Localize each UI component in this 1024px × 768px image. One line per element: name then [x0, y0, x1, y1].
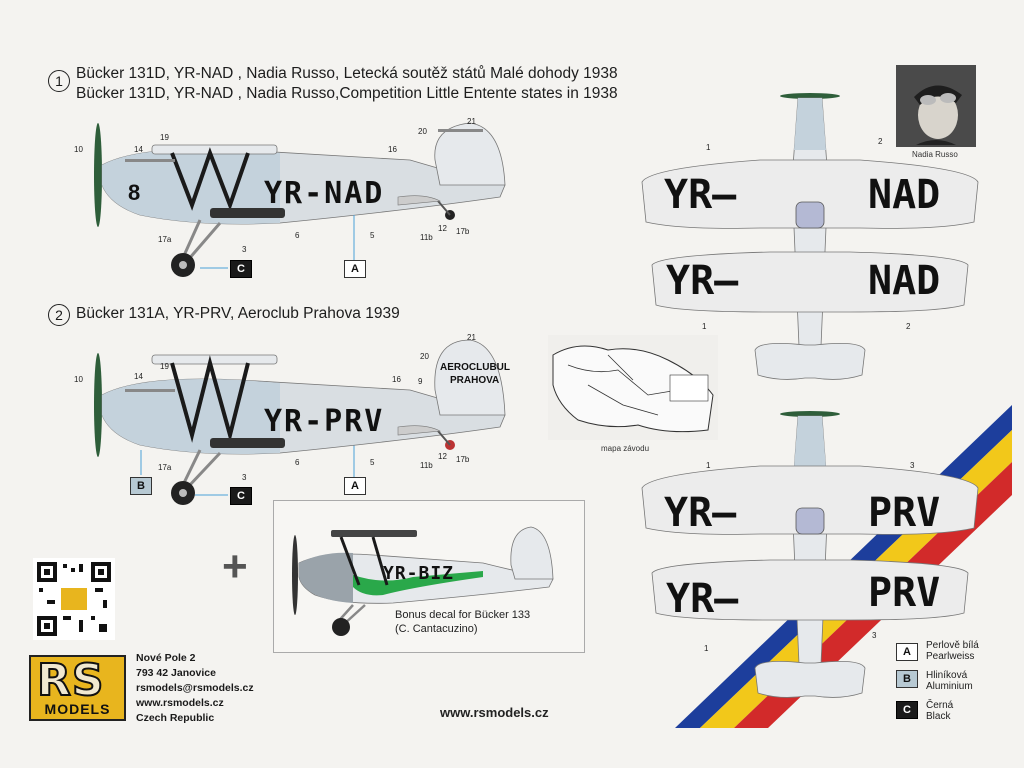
callout-5: 5 — [370, 231, 375, 240]
portrait-caption: Nadia Russo — [912, 150, 958, 159]
qr-code[interactable] — [33, 558, 115, 640]
address-website[interactable]: www.rsmodels.cz — [136, 697, 224, 709]
plan-1-callout-1b: 1 — [702, 322, 707, 331]
callout-17b: 17b — [456, 455, 470, 464]
callout-19: 19 — [160, 362, 169, 371]
legend-a-text — [926, 640, 979, 662]
plus-sign: + — [222, 542, 248, 591]
callout-16: 16 — [392, 375, 401, 384]
plan-1-callout-2a: 2 — [878, 137, 883, 146]
plan-1-lower-right: NAD — [868, 258, 941, 304]
callout-17a: 17a — [158, 463, 172, 472]
callout-3: 3 — [242, 245, 247, 254]
color-box-c-2: C — [230, 487, 252, 505]
plan-1-lower-left: YR– — [666, 258, 739, 304]
plan-1-wing-left: YR– — [664, 172, 737, 218]
callout-21: 21 — [467, 117, 476, 126]
plan-1-callout-2b: 2 — [906, 322, 911, 331]
callout-21: 21 — [467, 333, 476, 342]
profile-2-title: Bücker 131A, YR-PRV, Aeroclub Prahova 1939 — [76, 305, 400, 322]
legend-box-c: C — [896, 701, 918, 719]
callout-11b: 11b — [420, 461, 433, 470]
callout-6: 6 — [295, 458, 300, 467]
plan-2-wing-right: PRV — [868, 490, 941, 536]
legend-c-en: Black — [926, 711, 951, 722]
callout-12: 12 — [438, 224, 447, 233]
legend-a-cz: Perlově bílá — [926, 640, 979, 651]
callout-20: 20 — [420, 352, 429, 361]
callout-9: 9 — [418, 377, 423, 386]
callout-10: 10 — [74, 145, 83, 154]
address-country: Czech Republic — [136, 712, 215, 724]
callout-16: 16 — [388, 145, 397, 154]
company-address — [136, 651, 254, 726]
logo-models: MODELS — [44, 701, 111, 717]
callout-14: 14 — [134, 372, 143, 381]
bonus-caption-line-2: (C. Cantacuzino) — [395, 623, 478, 635]
callout-20: 20 — [418, 127, 427, 136]
legend-a-en: Pearlweiss — [926, 651, 975, 662]
plan-2-lower-right: PRV — [868, 570, 941, 616]
callout-6: 6 — [295, 231, 300, 240]
plan-2-callout-1a: 1 — [706, 461, 711, 470]
address-email[interactable]: rsmodels@rsmodels.cz — [136, 682, 254, 694]
legend-box-b: B — [896, 670, 918, 688]
legend-box-a: A — [896, 643, 918, 661]
website-footer[interactable]: www.rsmodels.cz — [440, 705, 549, 720]
callout-19: 19 — [160, 133, 169, 142]
address-line-1: Nové Pole 2 — [136, 652, 196, 664]
callout-17b: 17b — [456, 227, 470, 236]
profile-2-registration: YR-PRV — [264, 404, 385, 439]
plan-view-1 — [640, 90, 980, 400]
plan-1-wing-right: NAD — [868, 172, 941, 218]
map-caption: mapa závodu — [601, 444, 650, 453]
plan-1-callout-1a: 1 — [706, 143, 711, 152]
logo-rs: RS — [37, 655, 105, 706]
rs-models-logo — [29, 655, 126, 721]
color-box-a-2: A — [344, 477, 366, 495]
bonus-caption — [395, 608, 530, 636]
callout-14: 14 — [134, 145, 143, 154]
legend-b-text — [926, 670, 973, 692]
color-box-a: A — [344, 260, 366, 278]
address-line-2: 793 42 Janovice — [136, 667, 216, 679]
plan-2-callout-3b: 3 — [872, 631, 877, 640]
legend-b-en: Aluminium — [926, 681, 973, 692]
callout-12: 12 — [438, 452, 447, 461]
plan-2-lower-left: YR– — [666, 576, 739, 622]
callout-17a: 17a — [158, 235, 172, 244]
legend-c-cz: Černá — [926, 700, 954, 711]
callout-11b: 11b — [420, 233, 433, 242]
profile-1-title-en: Bücker 131D, YR-NAD , Nadia Russo,Competition Little Entente states in 1938 — [76, 85, 618, 102]
callout-3: 3 — [242, 473, 247, 482]
callout-10: 10 — [74, 375, 83, 384]
plan-2-callout-3a: 3 — [910, 461, 915, 470]
profile-2-number: 2 — [48, 304, 70, 326]
color-box-c: C — [230, 260, 252, 278]
callout-5: 5 — [370, 458, 375, 467]
plan-2-wing-left: YR– — [664, 490, 737, 536]
profile-1-fuselage-number: 8 — [128, 180, 141, 205]
legend-b-cz: Hliníková — [926, 670, 968, 681]
profile-1-number: 1 — [48, 70, 70, 92]
color-box-b: B — [130, 477, 152, 495]
legend-c-text — [926, 700, 953, 722]
profile-2-tail-text-2: PRAHOVA — [450, 375, 500, 386]
plan-2-callout-1b: 1 — [704, 644, 709, 653]
profile-1-registration: YR-NAD — [264, 176, 385, 211]
bonus-registration: YR-BIZ — [383, 563, 455, 584]
profile-1-title-cz: Bücker 131D, YR-NAD , Nadia Russo, Letecká soutěž států Malé dohody 1938 — [76, 65, 618, 82]
profile-2-tail-text-1: AEROCLUBUL — [440, 362, 510, 373]
bonus-caption-line-1: Bonus decal for Bücker 133 — [395, 609, 531, 621]
